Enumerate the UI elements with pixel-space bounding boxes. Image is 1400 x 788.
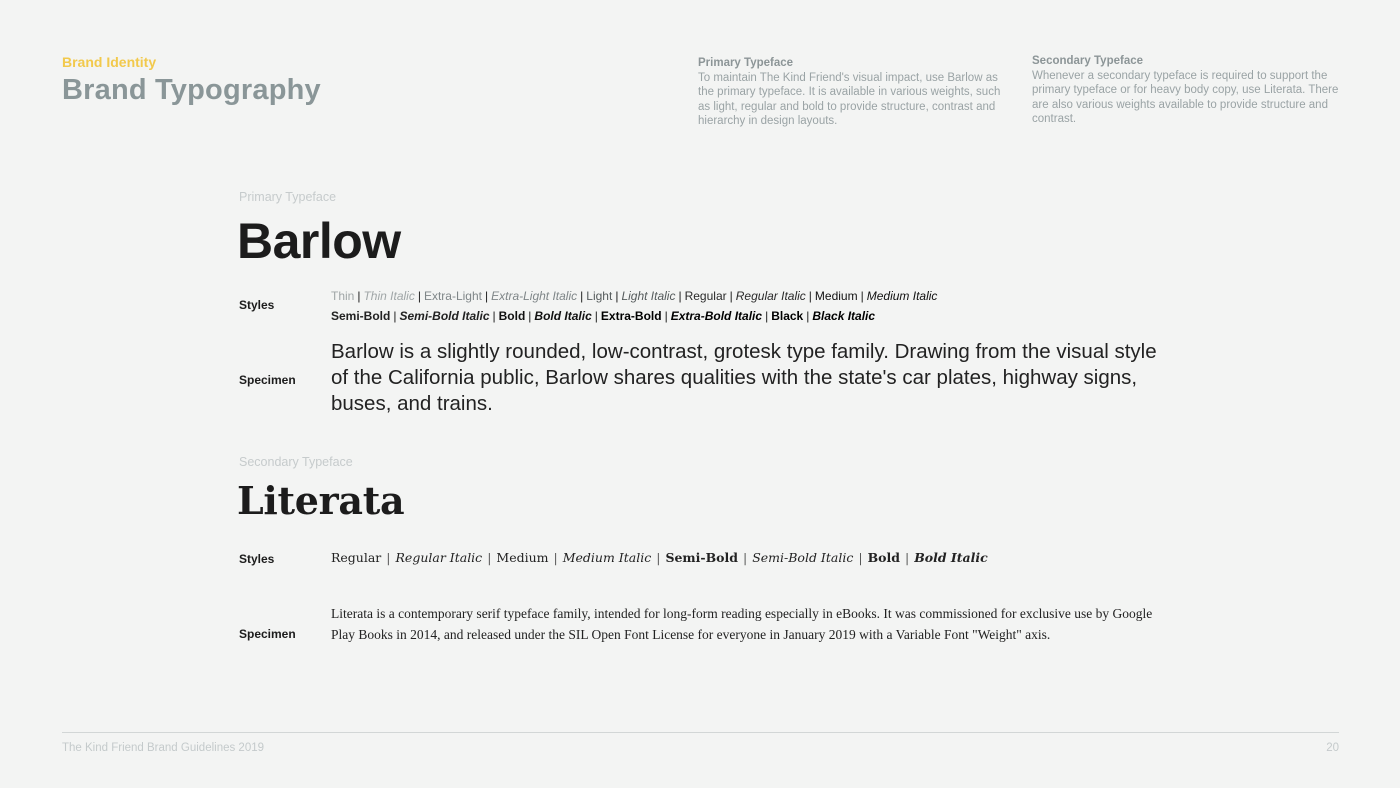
style-separator: | (729, 289, 733, 303)
primary-style-item-1: Thin Italic (363, 289, 415, 303)
secondary-typeface-note (1032, 54, 1342, 127)
secondary-section-label: Secondary Typeface (239, 455, 353, 469)
primary-section-label: Primary Typeface (239, 190, 337, 204)
secondary-note-body: Whenever a secondary typeface is required to support the primary typeface or for heavy body copy, use Literata. There are also various weights available to provide structure and contrast. (1032, 69, 1339, 125)
style-separator: | (858, 550, 863, 565)
style-separator: | (860, 289, 864, 303)
primary-style-item-9: Medium Italic (866, 289, 938, 303)
style-separator: | (357, 289, 361, 303)
style-separator: | (553, 550, 558, 565)
primary-style-item-2: Extra-Light (423, 289, 482, 303)
style-separator: | (808, 289, 812, 303)
style-separator: | (742, 550, 748, 565)
primary-note-body: To maintain The Kind Friend's visual impact, use Barlow as the primary typeface. It is available in various weights, such as light, regular and bold to provide structure, contrast and hierarchy in design layouts. (698, 71, 1001, 127)
primary-style-item-5: Light Italic (621, 289, 676, 303)
secondary-style-item-5: Semi-Bold Italic (752, 550, 854, 565)
primary-specimen-label: Specimen (239, 373, 296, 387)
secondary-note-heading: Secondary Typeface (1032, 55, 1144, 67)
style-separator: | (580, 289, 584, 303)
primary-specimen-text: Barlow is a slightly rounded, low-contrast, grotesk type family. Drawing from the visual style of the California public, Barlow shares qualities with the state's car plates, highway signs, buses, and trains. (331, 340, 1157, 415)
secondary-specimen-label: Specimen (239, 627, 296, 641)
secondary-specimen-text: Literata is a contemporary serif typeface family, intended for long-form reading especially in eBooks. It was commissioned for exclusive use by Google Play Books in 2014, and released under the SIL Open Font License for everyone in January 2019 with a Variable Font "Weight" axis. (331, 606, 1153, 642)
style-separator: | (904, 550, 910, 565)
primary-style-item-b-5: Extra-Bold Italic (670, 308, 763, 323)
primary-style-item-b-3: Bold Italic (534, 308, 592, 323)
page-number: 20 (1326, 742, 1339, 754)
footer-text: The Kind Friend Brand Guidelines 2019 (62, 742, 265, 754)
style-separator: | (492, 308, 496, 323)
primary-note-heading: Primary Typeface (698, 57, 794, 69)
style-separator: | (487, 550, 492, 565)
primary-style-item-8: Medium (814, 289, 858, 303)
primary-style-item-7: Regular Italic (735, 289, 806, 303)
secondary-style-item-6: Bold (867, 550, 900, 565)
secondary-style-item-1: Regular Italic (395, 550, 483, 565)
style-separator: | (615, 289, 619, 303)
secondary-styles-label: Styles (239, 552, 275, 566)
primary-style-item-b-6: Black (771, 308, 804, 323)
secondary-styles-list (331, 550, 988, 565)
secondary-style-item-2: Medium (496, 550, 549, 565)
primary-style-item-b-1: Semi-Bold Italic (399, 308, 490, 323)
secondary-style-item-0: Regular (331, 550, 382, 565)
primary-style-item-b-0: Semi-Bold (331, 308, 391, 323)
primary-styles-line-2 (331, 307, 1091, 327)
style-separator: | (656, 550, 661, 565)
style-separator: | (594, 308, 598, 323)
primary-typeface-name: Barlow (237, 213, 401, 269)
page-title: Brand Typography (62, 74, 321, 106)
secondary-typeface-name: Literata (237, 478, 405, 523)
style-separator: | (484, 289, 489, 303)
style-separator: | (806, 308, 810, 323)
primary-styles-list (331, 287, 1091, 326)
primary-style-item-b-7: Black Italic (812, 308, 876, 323)
secondary-style-item-3: Medium Italic (562, 550, 652, 565)
secondary-style-item-7: Bold Italic (914, 550, 988, 565)
primary-style-item-3: Extra-Light Italic (491, 289, 578, 303)
style-separator: | (678, 289, 682, 303)
primary-style-item-6: Regular (684, 289, 727, 303)
primary-styles-label: Styles (239, 298, 275, 312)
section-eyebrow: Brand Identity (62, 54, 157, 70)
style-separator: | (386, 550, 391, 565)
primary-typeface-note (698, 56, 1008, 129)
primary-style-item-4: Light (586, 289, 613, 303)
primary-style-item-b-4: Extra-Bold (600, 308, 662, 323)
style-separator: | (765, 308, 769, 323)
style-separator: | (417, 289, 421, 303)
primary-style-item-b-2: Bold (498, 308, 526, 323)
style-separator: | (664, 308, 668, 323)
style-separator: | (393, 308, 397, 323)
primary-styles-line-1 (331, 287, 1091, 307)
secondary-style-item-4: Semi-Bold (665, 550, 738, 565)
style-separator: | (528, 308, 532, 323)
footer-divider (62, 732, 1339, 733)
primary-style-item-0: Thin (331, 289, 355, 303)
